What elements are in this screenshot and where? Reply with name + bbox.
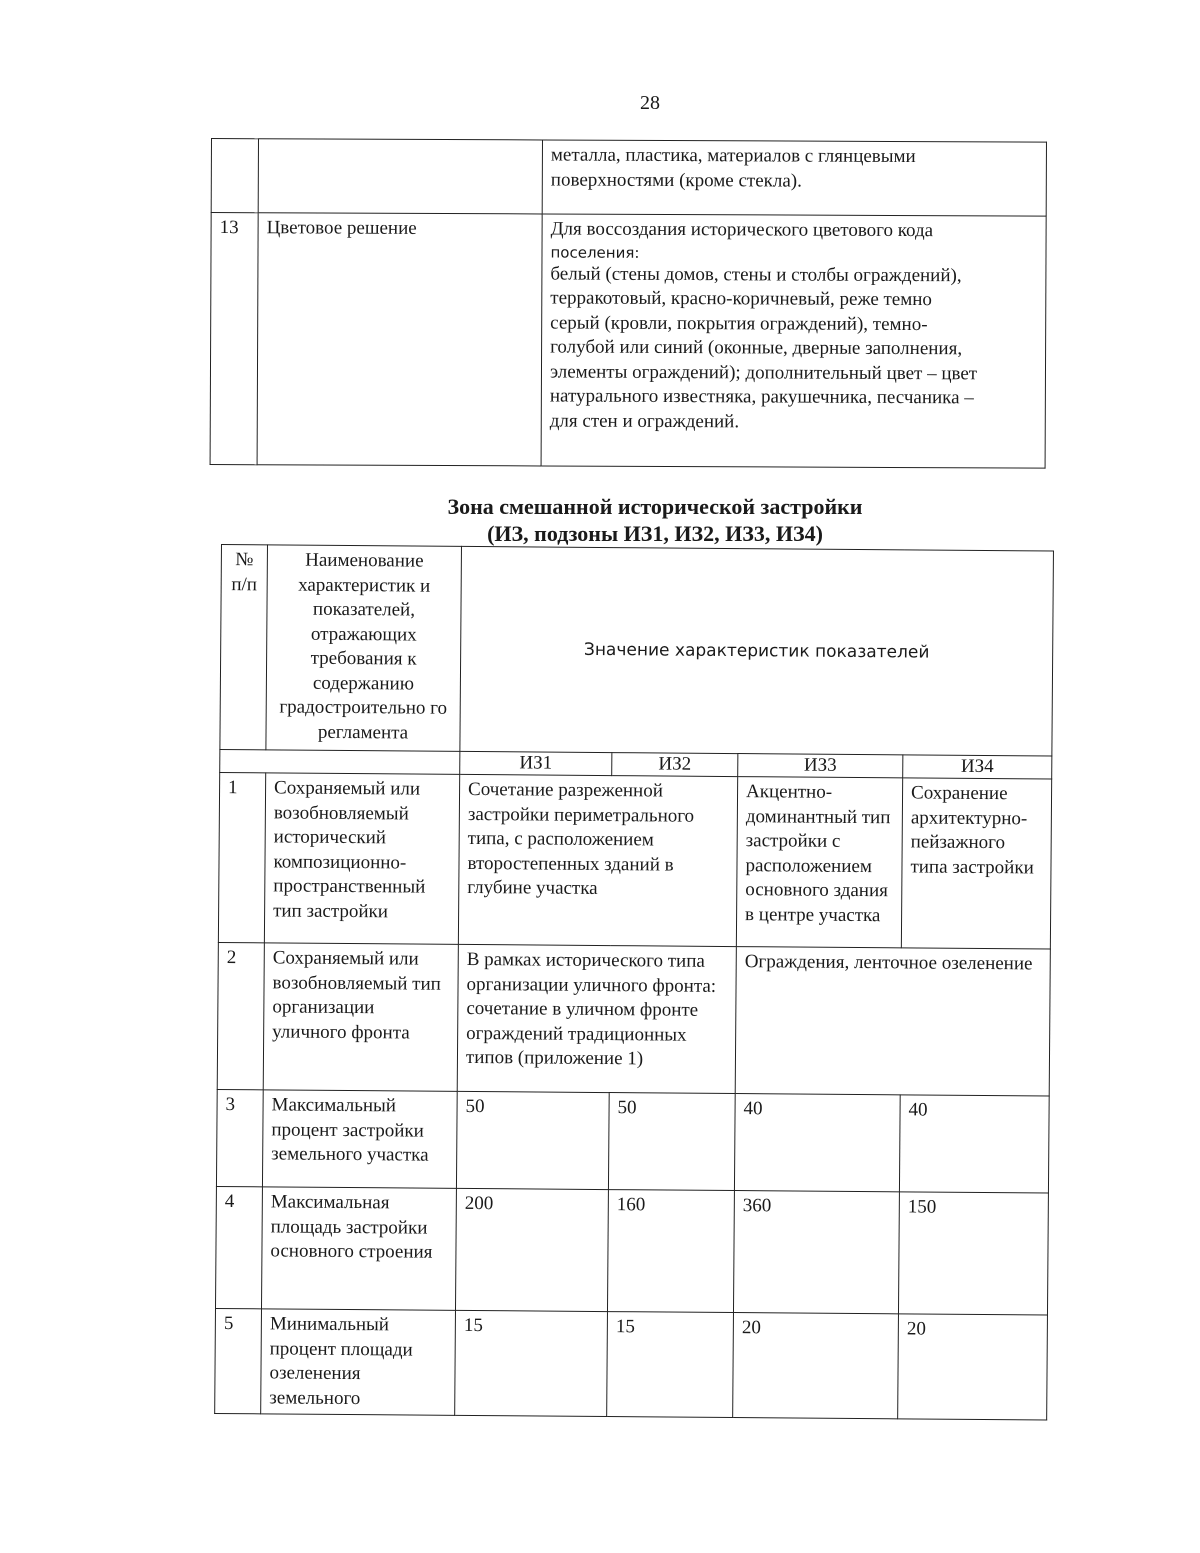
zone-subtitle-line: (ИЗ, подзоны ИЗ1, ИЗ2, ИЗ3, ИЗ4) — [487, 521, 823, 546]
subzone-iz3-header: ИЗ3 — [738, 754, 903, 778]
value-cell-iz1: 15 — [455, 1310, 608, 1416]
value-line: Для воссоздания исторического цветового кода — [550, 218, 934, 242]
page-number: 28 — [640, 92, 660, 114]
value-cell-iz1: 50 — [456, 1091, 609, 1189]
value-line: серый (кровли, покрытия ограждений), темно- — [550, 311, 928, 335]
value-line: натурального известняка, ракушечника, песчаника – — [549, 385, 974, 409]
table-header-row — [220, 545, 1054, 757]
value-line: поселения: — [550, 242, 640, 262]
value-cell-iz3: Акцентно-доминантный тип застройки с расположением основного здания в центре участка — [736, 777, 902, 948]
header-name-cell: Наименование характеристик и показателей, отражающих требования к содержанию градостроительно го регламента — [266, 545, 462, 752]
row-value-cell — [541, 214, 1046, 468]
subzone-iz4-header: ИЗ4 — [903, 755, 1052, 779]
row-name-cell: Сохраняемый или возобновляемый исторический композиционно-пространственный тип застройки — [264, 773, 459, 945]
row-number-cell — [211, 139, 258, 213]
subzone-iz1-header: ИЗ1 — [460, 751, 612, 775]
value-line: поверхностями (кроме стекла). — [550, 168, 802, 192]
subzone-iz2-header: ИЗ2 — [612, 753, 738, 777]
table-row — [218, 772, 1051, 949]
value-cell-iz3: 360 — [733, 1191, 899, 1314]
table-row — [210, 213, 1046, 469]
row-number-cell: 13 — [210, 213, 258, 465]
value-cell-iz3: 20 — [733, 1313, 899, 1419]
value-line: белый (стены домов, стены и столбы ограждений), — [550, 262, 962, 286]
value-cell-iz1-iz2: Сочетание разреженной застройки периметрального типа, с расположением второстепенных зданий в глубине участка — [458, 774, 737, 946]
table-row — [215, 1308, 1048, 1420]
value-cell-iz3: 40 — [734, 1094, 900, 1192]
table-row — [215, 1186, 1048, 1315]
row-name-cell: Максимальная площадь застройки основного строения — [261, 1187, 456, 1311]
header-value-cell: Значение характеристик показателей — [460, 546, 1054, 756]
value-cell-iz3-iz4: Ограждения, ленточное озеленение — [735, 947, 1050, 1096]
row-name-cell — [258, 139, 542, 214]
header-num-cell: № п/п — [220, 545, 268, 750]
value-cell-iz2: 160 — [607, 1190, 734, 1313]
row-name-cell: Цветовое решение — [257, 213, 542, 466]
value-cell-iz2: 50 — [608, 1093, 735, 1191]
value-line: терракотовый, красно-коричневый, реже темно — [550, 287, 933, 311]
row-value-cell — [542, 140, 1046, 216]
table-row — [211, 139, 1046, 217]
value-line: элементы ограждений); дополнительный цвет – цвет — [549, 360, 978, 384]
zone-title — [320, 493, 990, 547]
subzone-spacer-cell — [220, 749, 460, 774]
value-cell-iz1-iz2: В рамках исторического типа организации уличного фронта: сочетание в уличном фронте ограждений традиционных типов (приложение 1) — [457, 944, 736, 1093]
row-number-cell: 2 — [217, 942, 264, 1089]
value-cell-iz2: 15 — [607, 1312, 734, 1418]
table-row — [217, 942, 1050, 1096]
row-number-cell: 5 — [215, 1308, 262, 1413]
row-name-cell: Минимальный процент площади озеленения земельного — [261, 1309, 456, 1416]
value-cell-iz4: 40 — [899, 1095, 1049, 1193]
row-name-cell: Сохраняемый или возобновляемый тип организации уличного фронта — [263, 943, 458, 1092]
row-number-cell: 1 — [218, 772, 265, 942]
table-row — [216, 1089, 1049, 1193]
top-table — [210, 138, 1047, 469]
value-line: металла, пластика, материалов с глянцевыми — [550, 144, 916, 168]
row-number-cell: 3 — [216, 1089, 263, 1186]
value-line: для стен и ограждений. — [549, 409, 740, 432]
value-cell-iz4: 150 — [898, 1192, 1048, 1315]
value-cell-iz1: 200 — [455, 1188, 608, 1311]
row-name-cell: Максимальный процент застройки земельного участка — [262, 1090, 457, 1189]
zone-table — [214, 544, 1054, 1421]
zone-title-line: Зона смешанной исторической застройки — [447, 494, 863, 519]
value-cell-iz4: 20 — [898, 1314, 1048, 1420]
value-line: голубой или синий (оконные, дверные заполнения, — [550, 336, 963, 360]
value-cell-iz4: Сохранение архитектурно-пейзажного типа застройки — [901, 778, 1051, 949]
row-number-cell: 4 — [215, 1186, 262, 1308]
